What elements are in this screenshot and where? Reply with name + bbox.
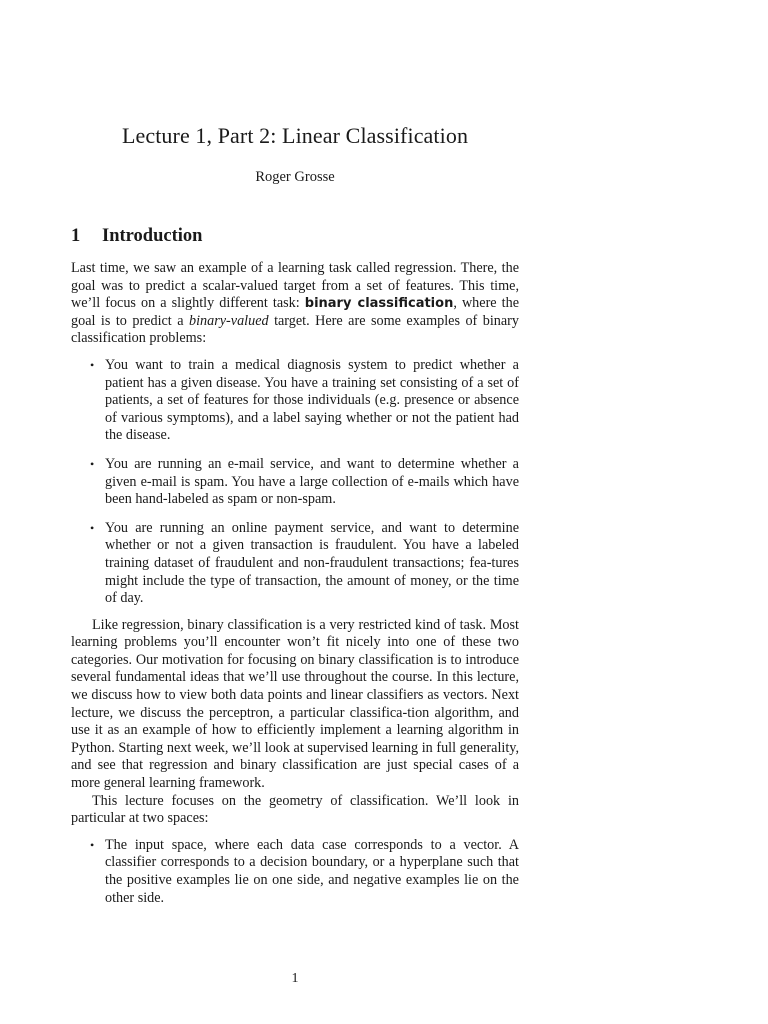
examples-list <box>71 357 519 608</box>
motivation-paragraph: Like regression, binary classification is a very restricted kind of task. Most learning problems you’ll encounter won’t fit nicely into one of these two categories. Our motivation for focusing on binary classification is to introduce several fundamental ideas that we’ll use throughout the course. In this lecture, we discuss how to view both data points and linear classifiers as vectors. Next lecture, we discuss the perceptron, a particular classifica-tion algorithm, and use it as an example of how to efficiently implement a learning algorithm in Python. Starting next week, we’ll look at supervised learning in full generality, and see that regression and binary classification are just special cases of a more general learning framework. <box>71 616 519 792</box>
list-item <box>71 456 519 509</box>
list-item-text: The input space, where each data case corresponds to a vector. A classifier corresponds to a decision boundary, or a hyperplane such that the positive examples lie on one side, and negative examples lie on the other side. <box>105 836 519 906</box>
list-item <box>71 357 519 445</box>
author-name: Roger Grosse <box>255 169 335 185</box>
list-item <box>71 837 519 907</box>
list-item-text: You want to train a medical diagnosis system to predict whether a patient has a given disease. You have a training set consisting of a set of patients, a set of features for those individuals (e.g. presence or absence of various symptoms), and a label saying whether or not the patient had the disease. <box>105 356 519 444</box>
intro-text-3: target. Here are some examples of binary classification problems: <box>71 312 519 347</box>
section-body <box>71 260 519 916</box>
intro-text-1: Last time, we saw an example of a learning task called regression. There, the goal was to predict a scalar-valued target from a set of features. This time, we’ll focus on a slightly different task: <box>71 260 519 312</box>
spaces-list <box>71 837 519 907</box>
bullet-icon: • <box>90 837 95 852</box>
section-number: 1 <box>71 226 81 246</box>
geometry-paragraph: This lecture focuses on the geometry of classification. We’ll look in particular at two spaces: <box>71 792 519 827</box>
binary-valued-term: binary-valued <box>189 312 269 329</box>
list-item <box>71 520 519 608</box>
document-title: Lecture 1, Part 2: Linear Classification <box>121 123 469 148</box>
intro-paragraph <box>71 260 519 348</box>
bullet-icon: • <box>90 520 95 535</box>
bullet-icon: • <box>90 357 95 372</box>
section-title: Introduction <box>102 226 203 246</box>
page-number: 1 <box>291 971 299 986</box>
bullet-icon: • <box>90 456 95 471</box>
section-heading <box>71 226 202 247</box>
intro-text-2: , where the goal is to predict a <box>71 295 519 329</box>
binary-classification-term: binary classification <box>304 296 454 312</box>
list-item-text: You are running an e-mail service, and want to determine whether a given e-mail is spam. You have a large collection of e-mails which have been hand-labeled as spam or non-spam. <box>105 455 519 508</box>
list-item-text: You are running an online payment service, and want to determine whether or not a given transaction is fraudulent. You have a labeled training dataset of fraudulent and non-fraudulent transactions; fea-tures might include the type of transaction, the amount of money, or the time of day. <box>105 519 519 607</box>
